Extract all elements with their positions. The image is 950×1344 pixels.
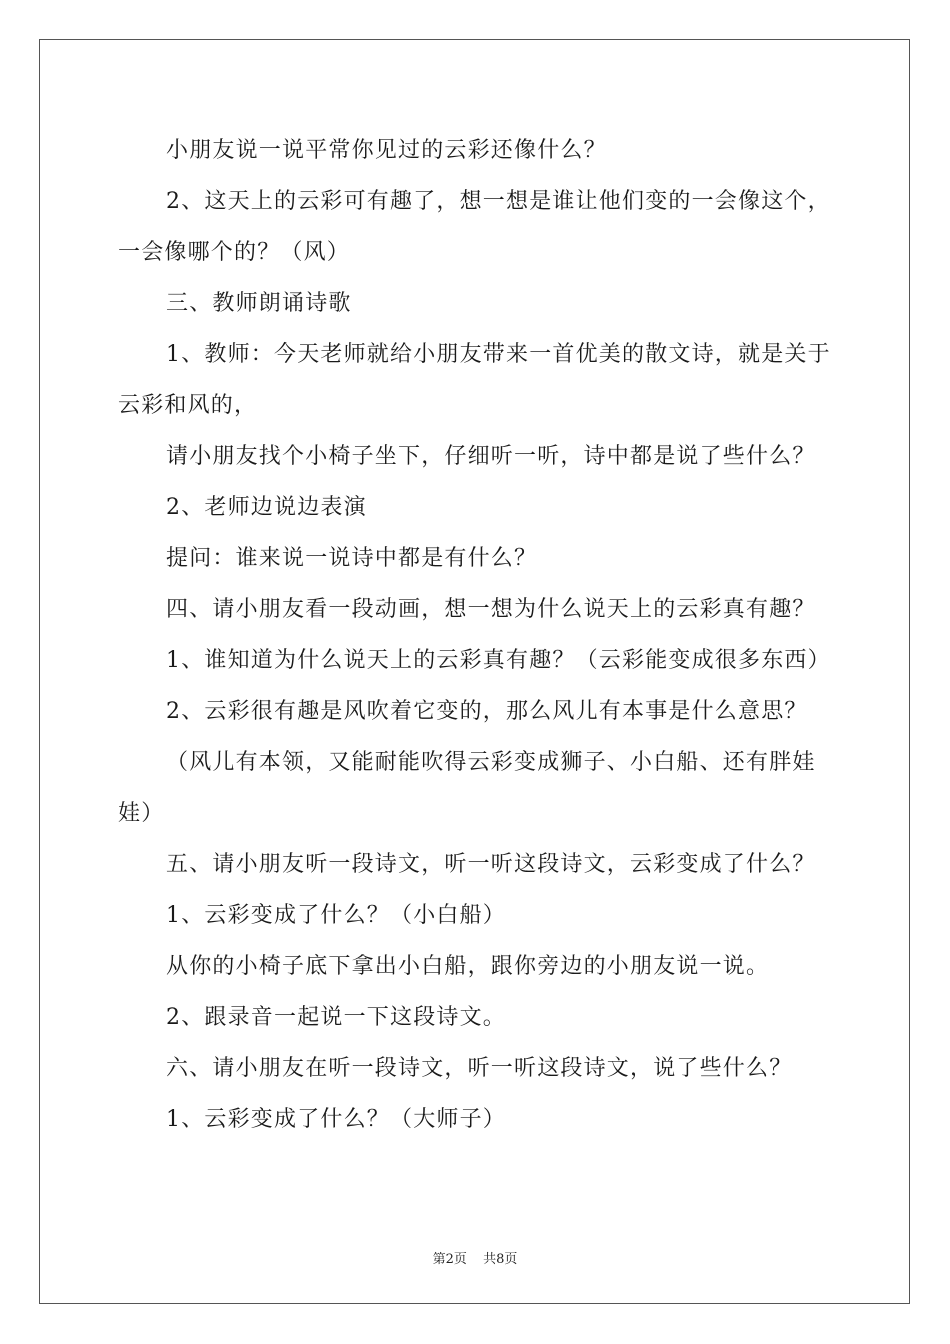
paragraph: （风儿有本领，又能耐能吹得云彩变成狮子、小白船、还有胖娃娃） <box>118 750 816 826</box>
paragraph: 2、跟录音一起说一下这段诗文。 <box>166 1005 506 1030</box>
paragraph: 1、教师：今天老师就给小朋友带来一首优美的散文诗，就是关于云彩和风的， <box>118 342 831 418</box>
paragraph: 小朋友说一说平常你见过的云彩还像什么？ <box>166 138 607 163</box>
paragraph: 提问：谁来说一说诗中都是有什么？ <box>166 546 538 571</box>
page-number: 第2页 <box>432 1252 467 1267</box>
paragraph: 1、云彩变成了什么？（小白船） <box>166 903 506 928</box>
paragraph: 三、教师朗诵诗歌 <box>166 291 352 316</box>
paragraph: 2、云彩很有趣是风吹着它变的，那么风儿有本事是什么意思？ <box>166 699 808 724</box>
paragraph: 从你的小椅子底下拿出小白船，跟你旁边的小朋友说一说。 <box>166 954 770 979</box>
paragraph: 1、云彩变成了什么？（大师子） <box>166 1107 506 1132</box>
page-footer <box>0 1248 950 1267</box>
paragraph: 请小朋友找个小椅子坐下，仔细听一听，诗中都是说了些什么？ <box>166 444 816 469</box>
paragraph: 1、谁知道为什么说天上的云彩真有趣？（云彩能变成很多东西） <box>166 648 831 673</box>
page-total: 共8页 <box>483 1252 518 1267</box>
paragraph: 五、请小朋友听一段诗文，听一听这段诗文，云彩变成了什么？ <box>166 852 816 877</box>
paragraph: 2、这天上的云彩可有趣了，想一想是谁让他们变的一会像这个，一会像哪个的？（风） <box>118 189 831 265</box>
document-body <box>118 125 838 1145</box>
paragraph: 四、请小朋友看一段动画，想一想为什么说天上的云彩真有趣？ <box>166 597 816 622</box>
paragraph: 2、老师边说边表演 <box>166 495 367 520</box>
paragraph: 六、请小朋友在听一段诗文，听一听这段诗文，说了些什么？ <box>166 1056 793 1081</box>
